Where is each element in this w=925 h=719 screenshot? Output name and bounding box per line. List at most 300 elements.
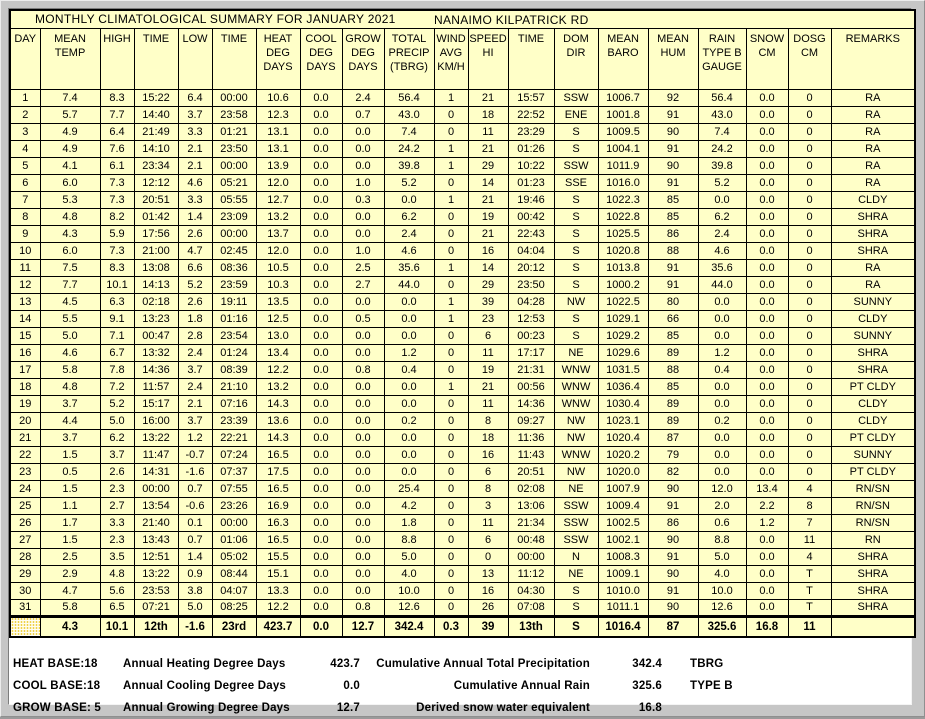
cell-time-speed: 09:27 [508, 412, 554, 429]
cell-snow-cm: 0.0 [746, 344, 788, 361]
cell-remarks: SUNNY [831, 446, 915, 463]
cell-time-speed: 13:06 [508, 497, 554, 514]
report-title: MONTHLY CLIMATOLOGICAL SUMMARY FOR JANUARY 2021 [35, 12, 396, 27]
cell-snow-cm: 0.0 [746, 599, 788, 616]
cell-time-low: 08:44 [212, 565, 256, 582]
cell-wind-avg: 0 [434, 242, 468, 259]
cell-day: 27 [10, 531, 40, 548]
column-header-time-speed: TIME [508, 28, 554, 89]
cell-total-precip: 0.0 [384, 395, 434, 412]
cell-wind-avg: 0 [434, 548, 468, 565]
cell-time-high: 00:00 [134, 480, 178, 497]
cell-time-high: 11:57 [134, 378, 178, 395]
cell-grow-deg-days: 0.0 [342, 208, 384, 225]
cell-snow-cm: 0.0 [746, 327, 788, 344]
cell-grow-deg-days: 0.0 [342, 327, 384, 344]
column-header-dosg-cm: DOSG CM [788, 28, 831, 89]
cell-time-high: 00:47 [134, 327, 178, 344]
cell-dosg-cm: 0 [788, 293, 831, 310]
cell-rain-type-b: 0.2 [698, 412, 746, 429]
cell-day: 20 [10, 412, 40, 429]
table-row [10, 378, 915, 395]
cell-total-precip: 8.8 [384, 531, 434, 548]
cell-dom-dir: S [554, 225, 598, 242]
cell-mean-temp: 6.0 [40, 174, 100, 191]
cell-speed-hi: 0 [468, 548, 508, 565]
cell-day: 23 [10, 463, 40, 480]
cell-time-high: 14:36 [134, 361, 178, 378]
cell-heat-deg-days: 12.0 [256, 242, 300, 259]
cell-mean-temp: 4.7 [40, 582, 100, 599]
cell-snow-cm: 0.0 [746, 565, 788, 582]
precip-desc: Cumulative Annual Total Precipitation [376, 658, 590, 670]
cell-grow-deg-days: 0.0 [342, 497, 384, 514]
cell-speed-hi: 23 [468, 310, 508, 327]
cell-time-low: 23:09 [212, 208, 256, 225]
cell-heat-deg-days: 13.6 [256, 412, 300, 429]
cell-day: 31 [10, 599, 40, 616]
cell-mean-hum: 91 [648, 140, 698, 157]
cell-high: 5.6 [100, 582, 134, 599]
table-row [10, 140, 915, 157]
table-row [10, 225, 915, 242]
table-row [10, 514, 915, 531]
cell-remarks: RN [831, 531, 915, 548]
cell-time-low: 07:55 [212, 480, 256, 497]
cell-high: 2.6 [100, 463, 134, 480]
cell-high: 4.8 [100, 565, 134, 582]
cell-rain-type-b: 24.2 [698, 140, 746, 157]
rain-value: 325.6 [632, 680, 662, 692]
cell-snow-cm: 0.0 [746, 463, 788, 480]
cell-dom-dir: SSE [554, 174, 598, 191]
cell-grow-deg-days: 0.0 [342, 157, 384, 174]
cell-day: 26 [10, 514, 40, 531]
cell-snow-cm: 0.0 [746, 548, 788, 565]
cell-speed-hi: 18 [468, 106, 508, 123]
cell-mean-hum: 91 [648, 106, 698, 123]
cell-high: 2.7 [100, 497, 134, 514]
table-row [10, 395, 915, 412]
cell-day: 19 [10, 395, 40, 412]
cell-day: 7 [10, 191, 40, 208]
cell-grow-deg-days: 0.8 [342, 599, 384, 616]
cell-time-speed: 00:48 [508, 531, 554, 548]
cell-time-speed: 01:26 [508, 140, 554, 157]
cell-remarks: SHRA [831, 208, 915, 225]
cell-grow-deg-days: 0.0 [342, 225, 384, 242]
cell-mean-temp: 6.0 [40, 242, 100, 259]
table-row [10, 293, 915, 310]
cell-total-precip: 39.8 [384, 157, 434, 174]
cell-grow-deg-days: 1.0 [342, 174, 384, 191]
cell-mean-temp: 2.9 [40, 565, 100, 582]
cell-cool-deg-days: 0.0 [300, 225, 342, 242]
cell-dom-dir: NW [554, 429, 598, 446]
cell-mean-temp: 4.1 [40, 157, 100, 174]
cell-day: 10 [10, 242, 40, 259]
cell-time-speed: 00:56 [508, 378, 554, 395]
cell-mean-temp: 7.4 [40, 89, 100, 106]
cell-dosg-cm: 0 [788, 429, 831, 446]
cell-dom-dir: S [554, 310, 598, 327]
cell-mean-hum: 89 [648, 344, 698, 361]
cell-time-low: 23:39 [212, 412, 256, 429]
swe-value: 16.8 [638, 702, 662, 714]
cell-time-high: 11:47 [134, 446, 178, 463]
cell-heat-deg-days: 13.4 [256, 344, 300, 361]
cell-snow-cm: 0.0 [746, 531, 788, 548]
cell-low: 1.4 [178, 548, 212, 565]
cool-base-label: COOL BASE:18 [13, 680, 101, 692]
cell-grow-deg-days: 0.0 [342, 565, 384, 582]
table-row [10, 565, 915, 582]
cell-time-low: 23:58 [212, 106, 256, 123]
cell-snow-cm: 0.0 [746, 89, 788, 106]
cell-speed-hi: 21 [468, 378, 508, 395]
cell-dom-dir: NW [554, 463, 598, 480]
table-row [10, 344, 915, 361]
cell-high: 10.1 [100, 276, 134, 293]
cell-cool-deg-days: 0.0 [300, 548, 342, 565]
climate-table [9, 9, 916, 638]
cell-speed-hi: 13 [468, 565, 508, 582]
cell-dom-dir: ENE [554, 106, 598, 123]
cell-time-speed: 11:12 [508, 565, 554, 582]
cell-mean-baro: 1036.4 [598, 378, 648, 395]
cell-cool-deg-days: 0.0 [300, 174, 342, 191]
cell-time-low: 23:54 [212, 327, 256, 344]
cell-low: 2.1 [178, 140, 212, 157]
cell-low: 5.2 [178, 276, 212, 293]
cell-grow-deg-days: 0.0 [342, 395, 384, 412]
cell-rain-type-b: 2.4 [698, 225, 746, 242]
table-row [10, 157, 915, 174]
cell-dom-dir: SSW [554, 514, 598, 531]
cell-remarks: RN/SN [831, 497, 915, 514]
summary-dom-dir: S [554, 616, 598, 637]
cell-time-speed: 19:46 [508, 191, 554, 208]
cell-time-high: 13:43 [134, 531, 178, 548]
footer-summary [9, 653, 911, 719]
cell-remarks: RA [831, 140, 915, 157]
cell-high: 8.3 [100, 89, 134, 106]
cell-rain-type-b: 35.6 [698, 259, 746, 276]
column-header-rain-type-b: RAIN TYPE B GAUGE [698, 28, 746, 89]
table-row [10, 531, 915, 548]
cell-day: 12 [10, 276, 40, 293]
cell-high: 6.3 [100, 293, 134, 310]
cell-cool-deg-days: 0.0 [300, 446, 342, 463]
cell-time-speed: 10:22 [508, 157, 554, 174]
cell-wind-avg: 1 [434, 310, 468, 327]
cell-mean-hum: 89 [648, 412, 698, 429]
table-row [10, 412, 915, 429]
cell-total-precip: 10.0 [384, 582, 434, 599]
cell-cool-deg-days: 0.0 [300, 565, 342, 582]
table-row [10, 123, 915, 140]
cell-time-high: 13:22 [134, 429, 178, 446]
column-header-mean-baro: MEAN BARO [598, 28, 648, 89]
table-row [10, 463, 915, 480]
cell-time-speed: 07:08 [508, 599, 554, 616]
cell-dosg-cm: 7 [788, 514, 831, 531]
cell-grow-deg-days: 0.7 [342, 106, 384, 123]
cell-cool-deg-days: 0.0 [300, 259, 342, 276]
cell-total-precip: 56.4 [384, 89, 434, 106]
cell-time-low: 07:16 [212, 395, 256, 412]
cell-mean-temp: 5.8 [40, 361, 100, 378]
cell-remarks: SHRA [831, 599, 915, 616]
cell-low: 3.7 [178, 412, 212, 429]
cell-low: 5.0 [178, 599, 212, 616]
cell-time-low: 08:25 [212, 599, 256, 616]
cell-heat-deg-days: 17.5 [256, 463, 300, 480]
cell-wind-avg: 1 [434, 259, 468, 276]
cell-mean-baro: 1011.1 [598, 599, 648, 616]
cell-grow-deg-days: 0.0 [342, 463, 384, 480]
cell-grow-deg-days: 0.0 [342, 514, 384, 531]
cell-time-speed: 11:36 [508, 429, 554, 446]
cell-speed-hi: 26 [468, 599, 508, 616]
cell-high: 6.2 [100, 429, 134, 446]
cell-heat-deg-days: 13.7 [256, 225, 300, 242]
cell-low: 1.8 [178, 310, 212, 327]
cell-high: 7.3 [100, 242, 134, 259]
cell-rain-type-b: 0.0 [698, 429, 746, 446]
cell-dom-dir: SSW [554, 531, 598, 548]
table-row [10, 480, 915, 497]
cell-heat-deg-days: 16.5 [256, 446, 300, 463]
cell-day: 1 [10, 89, 40, 106]
cell-total-precip: 0.0 [384, 429, 434, 446]
cell-dom-dir: NW [554, 412, 598, 429]
cell-snow-cm: 0.0 [746, 191, 788, 208]
cell-low: 0.7 [178, 480, 212, 497]
cell-mean-baro: 1020.4 [598, 429, 648, 446]
cell-low: -1.6 [178, 463, 212, 480]
cell-speed-hi: 8 [468, 412, 508, 429]
cell-mean-hum: 90 [648, 599, 698, 616]
cell-time-low: 00:00 [212, 157, 256, 174]
cell-mean-temp: 7.7 [40, 276, 100, 293]
cell-snow-cm: 0.0 [746, 242, 788, 259]
cell-speed-hi: 11 [468, 344, 508, 361]
cell-speed-hi: 21 [468, 140, 508, 157]
summary-time-high: 12th [134, 616, 178, 637]
station-name: NANAIMO KILPATRICK RD [434, 13, 589, 27]
cell-speed-hi: 14 [468, 174, 508, 191]
cell-rain-type-b: 0.0 [698, 395, 746, 412]
cell-mean-baro: 1001.8 [598, 106, 648, 123]
cell-rain-type-b: 12.0 [698, 480, 746, 497]
cell-mean-temp: 1.5 [40, 446, 100, 463]
cell-time-low: 05:55 [212, 191, 256, 208]
cell-time-low: 21:10 [212, 378, 256, 395]
cell-remarks: PT CLDY [831, 429, 915, 446]
cell-dosg-cm: T [788, 582, 831, 599]
cell-low: 3.7 [178, 361, 212, 378]
cell-heat-deg-days: 10.3 [256, 276, 300, 293]
cell-speed-hi: 6 [468, 463, 508, 480]
cell-mean-temp: 4.9 [40, 140, 100, 157]
cell-wind-avg: 0 [434, 106, 468, 123]
cell-low: 0.1 [178, 514, 212, 531]
cell-mean-hum: 87 [648, 429, 698, 446]
cell-time-low: 05:21 [212, 174, 256, 191]
cell-snow-cm: 0.0 [746, 106, 788, 123]
cell-speed-hi: 16 [468, 242, 508, 259]
cell-low: 2.4 [178, 378, 212, 395]
cell-remarks: SHRA [831, 225, 915, 242]
cell-mean-baro: 1031.5 [598, 361, 648, 378]
cell-high: 6.4 [100, 123, 134, 140]
cell-speed-hi: 21 [468, 225, 508, 242]
summary-total-precip: 342.4 [384, 616, 434, 637]
cell-dosg-cm: 0 [788, 412, 831, 429]
cell-mean-hum: 91 [648, 174, 698, 191]
cell-high: 8.2 [100, 208, 134, 225]
cell-mean-hum: 91 [648, 548, 698, 565]
cell-time-low: 04:07 [212, 582, 256, 599]
cell-heat-deg-days: 12.2 [256, 361, 300, 378]
cell-time-high: 13:32 [134, 344, 178, 361]
cell-snow-cm: 0.0 [746, 174, 788, 191]
cell-time-high: 14:13 [134, 276, 178, 293]
cell-day: 18 [10, 378, 40, 395]
cell-time-high: 13:54 [134, 497, 178, 514]
cell-mean-temp: 1.7 [40, 514, 100, 531]
cell-heat-deg-days: 15.1 [256, 565, 300, 582]
cell-rain-type-b: 2.0 [698, 497, 746, 514]
typeb-tag: TYPE B [690, 680, 733, 692]
cell-heat-deg-days: 13.0 [256, 327, 300, 344]
cell-speed-hi: 21 [468, 89, 508, 106]
cell-total-precip: 1.8 [384, 514, 434, 531]
cell-mean-temp: 5.8 [40, 599, 100, 616]
cell-high: 6.1 [100, 157, 134, 174]
cell-time-speed: 04:04 [508, 242, 554, 259]
rain-desc: Cumulative Annual Rain [453, 680, 590, 692]
cell-rain-type-b: 0.0 [698, 293, 746, 310]
cell-dosg-cm: 0 [788, 123, 831, 140]
cell-day: 13 [10, 293, 40, 310]
cell-remarks: SHRA [831, 242, 915, 259]
cell-time-high: 23:34 [134, 157, 178, 174]
cell-cool-deg-days: 0.0 [300, 599, 342, 616]
cell-dosg-cm: 0 [788, 208, 831, 225]
cell-speed-hi: 21 [468, 191, 508, 208]
cell-remarks: RA [831, 157, 915, 174]
title-cell [10, 10, 915, 28]
cell-mean-baro: 1009.4 [598, 497, 648, 514]
cell-high: 7.7 [100, 106, 134, 123]
table-row [10, 89, 915, 106]
cell-dosg-cm: 0 [788, 174, 831, 191]
cell-day: 2 [10, 106, 40, 123]
cell-mean-baro: 1029.6 [598, 344, 648, 361]
cell-low: 2.6 [178, 225, 212, 242]
column-header-time-low: TIME [212, 28, 256, 89]
cell-heat-deg-days: 16.5 [256, 531, 300, 548]
cell-mean-temp: 4.9 [40, 123, 100, 140]
cell-remarks: RA [831, 174, 915, 191]
header-row [10, 28, 915, 89]
cell-remarks: RA [831, 89, 915, 106]
cell-snow-cm: 0.0 [746, 157, 788, 174]
cell-remarks: SHRA [831, 565, 915, 582]
cell-mean-hum: 80 [648, 293, 698, 310]
cell-day: 21 [10, 429, 40, 446]
cell-remarks: PT CLDY [831, 463, 915, 480]
cell-dom-dir: S [554, 123, 598, 140]
cell-wind-avg: 0 [434, 225, 468, 242]
cell-cool-deg-days: 0.0 [300, 395, 342, 412]
cell-total-precip: 0.2 [384, 412, 434, 429]
cell-time-high: 21:49 [134, 123, 178, 140]
cell-time-speed: 02:08 [508, 480, 554, 497]
cell-mean-hum: 82 [648, 463, 698, 480]
cell-high: 5.2 [100, 395, 134, 412]
cell-grow-deg-days: 0.5 [342, 310, 384, 327]
cell-speed-hi: 11 [468, 123, 508, 140]
cell-dosg-cm: 0 [788, 157, 831, 174]
table-row [10, 276, 915, 293]
cell-total-precip: 0.0 [384, 446, 434, 463]
cell-cool-deg-days: 0.0 [300, 497, 342, 514]
cell-low: 1.2 [178, 429, 212, 446]
cell-remarks: SUNNY [831, 293, 915, 310]
cell-day: 8 [10, 208, 40, 225]
cell-time-high: 21:00 [134, 242, 178, 259]
cell-cool-deg-days: 0.0 [300, 242, 342, 259]
cell-total-precip: 1.2 [384, 344, 434, 361]
cell-mean-baro: 1022.3 [598, 191, 648, 208]
cell-high: 2.3 [100, 480, 134, 497]
precip-value: 342.4 [632, 658, 662, 670]
cell-rain-type-b: 44.0 [698, 276, 746, 293]
cell-mean-baro: 1002.5 [598, 514, 648, 531]
cell-dosg-cm: 0 [788, 344, 831, 361]
cell-grow-deg-days: 0.0 [342, 582, 384, 599]
cell-wind-avg: 1 [434, 89, 468, 106]
cell-mean-hum: 91 [648, 582, 698, 599]
cell-wind-avg: 1 [434, 157, 468, 174]
cell-mean-hum: 89 [648, 395, 698, 412]
cell-wind-avg: 1 [434, 140, 468, 157]
column-header-snow-cm: SNOW CM [746, 28, 788, 89]
cell-mean-hum: 88 [648, 361, 698, 378]
cell-rain-type-b: 43.0 [698, 106, 746, 123]
cell-heat-deg-days: 16.9 [256, 497, 300, 514]
cell-time-speed: 04:30 [508, 582, 554, 599]
column-header-mean-temp: MEAN TEMP [40, 28, 100, 89]
summary-grow-deg-days: 12.7 [342, 616, 384, 637]
cell-high: 7.3 [100, 191, 134, 208]
cell-snow-cm: 0.0 [746, 446, 788, 463]
summary-heat-deg-days: 423.7 [256, 616, 300, 637]
cell-cool-deg-days: 0.0 [300, 429, 342, 446]
cell-grow-deg-days: 1.0 [342, 242, 384, 259]
cell-wind-avg: 0 [434, 276, 468, 293]
cell-time-low: 05:02 [212, 548, 256, 565]
cell-wind-avg: 0 [434, 497, 468, 514]
cell-mean-temp: 1.1 [40, 497, 100, 514]
cell-time-high: 14:31 [134, 463, 178, 480]
cell-remarks: RN/SN [831, 514, 915, 531]
cell-time-high: 20:51 [134, 191, 178, 208]
cell-time-high: 07:21 [134, 599, 178, 616]
